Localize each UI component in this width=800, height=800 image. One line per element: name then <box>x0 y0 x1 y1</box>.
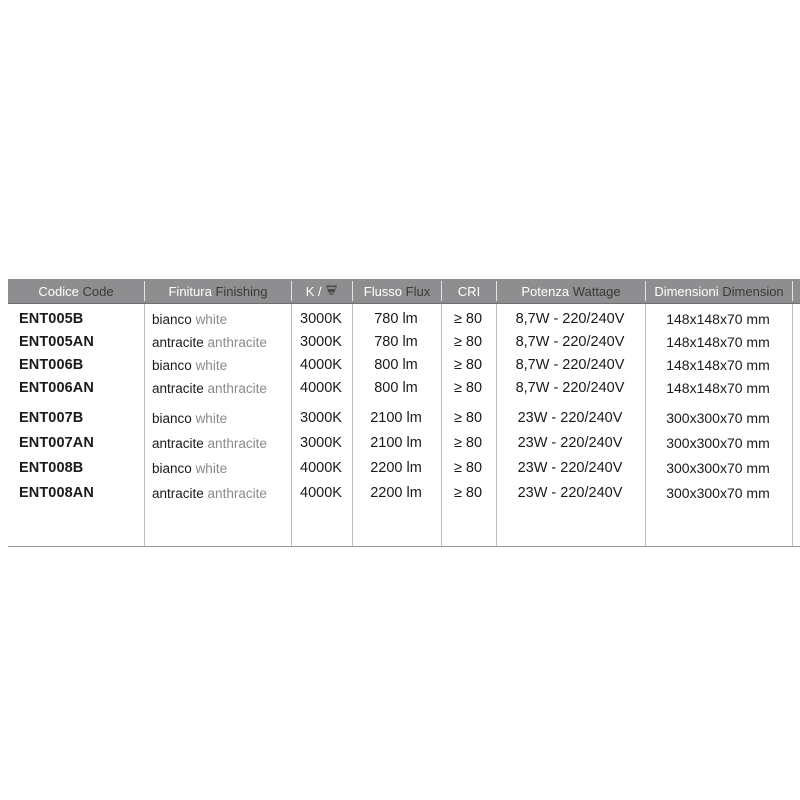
finishing-it: bianco <box>152 461 192 476</box>
dimension-cell: 300x300x70 mm <box>666 485 770 501</box>
finishing-en: anthracite <box>207 436 267 451</box>
kelvin-cell: 3000K <box>300 435 342 451</box>
finishing-cell <box>152 407 227 430</box>
cri-cell: ≥ 80 <box>453 460 483 476</box>
flux-cell: 780 lm <box>374 311 418 327</box>
cri-cell: ≥ 80 <box>453 357 483 373</box>
finishing-cell <box>152 354 227 377</box>
dimension-cell: 148x148x70 mm <box>666 334 770 350</box>
dimension-cell: 148x148x70 mm <box>666 380 770 396</box>
product-code: ENT005B <box>19 311 84 327</box>
product-code: ENT008AN <box>19 485 94 501</box>
wattage-cell: 23W - 220/240V <box>517 460 623 476</box>
table-row <box>8 457 800 480</box>
wattage-cell: 23W - 220/240V <box>517 410 623 426</box>
finishing-en: white <box>195 411 228 426</box>
finishing-en: anthracite <box>207 381 267 396</box>
table-row <box>8 377 800 400</box>
wattage-cell: 8,7W - 220/240V <box>515 380 625 396</box>
kelvin-cell: 3000K <box>300 311 342 327</box>
cri-cell: ≥ 80 <box>453 380 483 396</box>
flux-cell: 2100 lm <box>370 410 422 426</box>
wattage-cell: 23W - 220/240V <box>517 435 623 451</box>
flux-cell: 780 lm <box>374 334 418 350</box>
kelvin-cell: 3000K <box>300 410 342 426</box>
product-code: ENT007B <box>19 410 84 426</box>
finishing-cell <box>152 331 267 354</box>
finishing-en: white <box>195 461 228 476</box>
table-row <box>8 407 800 430</box>
product-code: ENT006B <box>19 357 84 373</box>
header-flux <box>353 279 441 303</box>
dimension-cell: 300x300x70 mm <box>666 460 770 476</box>
finishing-en: white <box>195 358 228 373</box>
header-code-en: Code <box>82 284 114 299</box>
header-code-it: Codice <box>38 284 79 299</box>
table-body <box>8 304 800 546</box>
dimension-cell: 148x148x70 mm <box>666 357 770 373</box>
header-finishing-en: Finishing <box>215 284 268 299</box>
finishing-it: bianco <box>152 358 192 373</box>
header-dimension <box>646 279 792 303</box>
finishing-en: anthracite <box>207 486 267 501</box>
cri-cell: ≥ 80 <box>453 334 483 350</box>
kelvin-cell: 3000K <box>300 334 342 350</box>
dimension-cell: 148x148x70 mm <box>666 311 770 327</box>
wattage-cell: 8,7W - 220/240V <box>515 311 625 327</box>
finishing-it: antracite <box>152 381 204 396</box>
table-row <box>8 432 800 455</box>
header-dimension-it: Dimensioni <box>654 284 719 299</box>
wattage-cell: 8,7W - 220/240V <box>515 334 625 350</box>
spec-table <box>8 279 800 546</box>
wattage-cell: 23W - 220/240V <box>517 485 623 501</box>
finishing-it: antracite <box>152 486 204 501</box>
header-finishing <box>145 279 291 303</box>
header-dimension-en: Dimension <box>722 284 784 299</box>
wattage-cell: 8,7W - 220/240V <box>515 357 625 373</box>
header-finishing-it: Finitura <box>168 284 212 299</box>
table-row <box>8 308 800 331</box>
kelvin-cell: 4000K <box>300 485 342 501</box>
cri-cell: ≥ 80 <box>453 435 483 451</box>
flux-cell: 800 lm <box>374 357 418 373</box>
finishing-cell <box>152 432 267 455</box>
header-code <box>8 279 144 303</box>
finishing-it: antracite <box>152 335 204 350</box>
product-code: ENT006AN <box>19 380 94 396</box>
header-divider <box>792 281 793 301</box>
header-wattage-it: Potenza <box>521 284 570 299</box>
lamp-icon <box>325 279 338 304</box>
kelvin-cell: 4000K <box>300 357 342 373</box>
finishing-it: bianco <box>152 312 192 327</box>
header-flux-en: Flux <box>405 284 431 299</box>
header-flux-it: Flusso <box>363 284 403 299</box>
finishing-cell <box>152 457 227 480</box>
header-kelvin-label: K / <box>305 284 322 299</box>
header-cri <box>442 279 496 303</box>
finishing-it: antracite <box>152 436 204 451</box>
flux-cell: 2100 lm <box>370 435 422 451</box>
finishing-cell <box>152 377 267 400</box>
flux-cell: 2200 lm <box>370 460 422 476</box>
table-row <box>8 354 800 377</box>
cri-cell: ≥ 80 <box>453 410 483 426</box>
kelvin-cell: 4000K <box>300 460 342 476</box>
cri-cell: ≥ 80 <box>453 311 483 327</box>
header-kelvin <box>292 279 352 303</box>
table-row <box>8 331 800 354</box>
flux-cell: 2200 lm <box>370 485 422 501</box>
header-wattage-en: Wattage <box>572 284 621 299</box>
finishing-cell <box>152 308 227 331</box>
flux-cell: 800 lm <box>374 380 418 396</box>
dimension-cell: 300x300x70 mm <box>666 410 770 426</box>
table-header <box>8 279 800 304</box>
finishing-cell <box>152 482 267 505</box>
cri-cell: ≥ 80 <box>453 485 483 501</box>
product-code: ENT007AN <box>19 435 94 451</box>
header-cri-label: CRI <box>457 284 481 299</box>
product-code: ENT005AN <box>19 334 94 350</box>
product-code: ENT008B <box>19 460 84 476</box>
finishing-en: white <box>195 312 228 327</box>
table-row <box>8 482 800 505</box>
table-bottom-rule <box>8 546 800 547</box>
dimension-cell: 300x300x70 mm <box>666 435 770 451</box>
header-wattage <box>497 279 645 303</box>
finishing-en: anthracite <box>207 335 267 350</box>
kelvin-cell: 4000K <box>300 380 342 396</box>
finishing-it: bianco <box>152 411 192 426</box>
